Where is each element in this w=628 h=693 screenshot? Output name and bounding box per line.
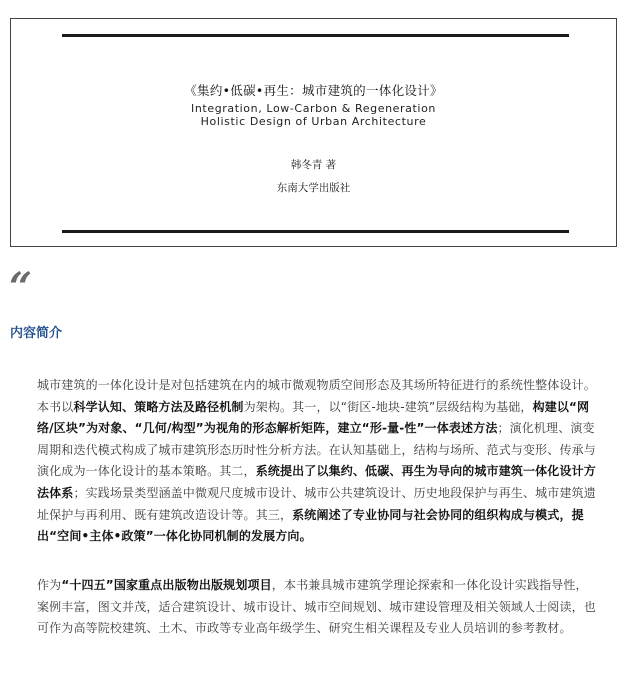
section-title: 内容简介 bbox=[10, 326, 63, 341]
intro-p1-bold-d: 系统阐述了专业协同与社会协同的组织构成与模式，提出“空间•主体•政策”一体化协同机制的发展方向。 bbox=[37, 507, 584, 544]
book-subtitle-line-1: Integration, Low-Carbon & Regeneration bbox=[191, 102, 436, 115]
quote-mark-icon: “ bbox=[9, 264, 27, 311]
intro-paragraph-2 bbox=[37, 575, 597, 640]
intro-p1-text-a: 城市建筑的一体化设计是对包括建筑在内的城市微观物质空间形态及其场所特征进行的系统性整体设计。本书以 bbox=[37, 378, 596, 414]
book-cover-card bbox=[10, 18, 617, 247]
intro-paragraph-1 bbox=[37, 375, 597, 548]
intro-p2-text-b: ，本书兼具城市建筑学理论探索和一体化设计实践指导性，案例丰富，图文并茂，适合建筑设计、城市设计、城市空间规划、城市建设管理及相关领域人士阅读，也可作为高等院校建筑、土木、市政等专业高年级学生、研究生相关课程及专业人员培训的参考教材。 bbox=[37, 578, 596, 636]
intro-p1-text-b: 为架构。其一，以“街区-地块-建筑”层级结构为基础， bbox=[243, 399, 533, 414]
book-subtitle-english bbox=[11, 102, 616, 128]
intro-p1-bold-a: 科学认知、策略方法及路径机制 bbox=[73, 399, 244, 414]
book-author: 韩冬青 著 bbox=[290, 159, 337, 171]
intro-p2-bold-a: “十四五”国家重点出版物出版规划项目 bbox=[61, 578, 272, 592]
cover-bottom-rule bbox=[62, 230, 569, 233]
intro-p1-text-c: ；演化机理、演变周期和迭代模式构成了城市建筑形态历时性分析方法。在认知基础上，结构与场所、范式与变形、传承与演化成为一体化设计的基本策略。其二， bbox=[37, 421, 596, 479]
intro-p2-text-a: 作为 bbox=[37, 578, 62, 592]
cover-top-rule bbox=[62, 34, 569, 37]
book-title: 《集约•低碳•再生：城市建筑的一体化设计》 bbox=[184, 83, 443, 98]
book-subtitle-line-2: Holistic Design of Urban Architecture bbox=[200, 115, 427, 128]
book-publisher: 东南大学出版社 bbox=[276, 182, 351, 194]
intro-p1-bold-b: 构建以“网络/区块”为对象、“几何/构型”为视角的形态解析矩阵，建立“形-量-性”一体表述方法 bbox=[37, 399, 590, 436]
intro-p1-bold-c: 系统提出了以集约、低碳、再生为导向的城市建筑一体化设计方法体系 bbox=[37, 464, 596, 500]
intro-p1-text-d: ；实践场景类型涵盖中微观尺度城市设计、城市公共建筑设计、历史地段保护与再生、城市建筑遗址保护与再利用、既有建筑改造设计等。其三， bbox=[37, 485, 596, 522]
